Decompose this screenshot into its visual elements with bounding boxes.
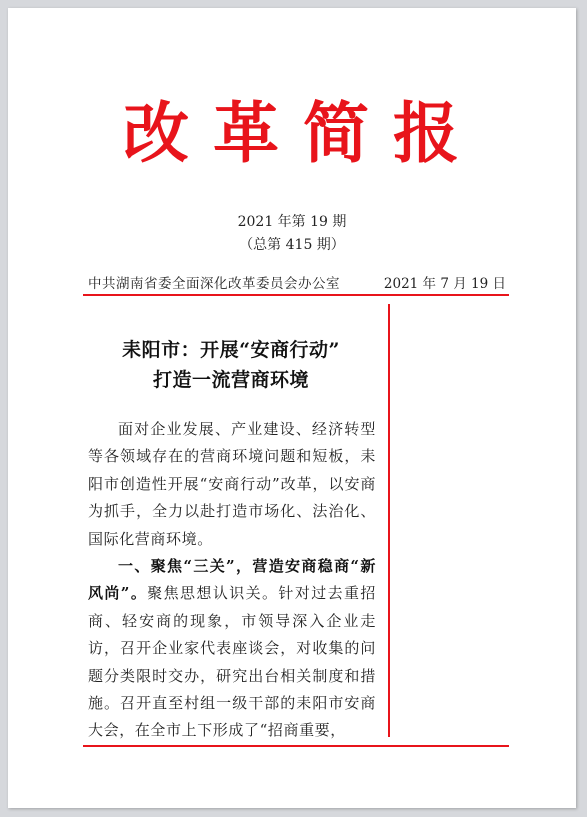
article-title-line2: 打造一流营商环境 <box>152 369 309 391</box>
footer-divider <box>83 745 509 747</box>
intro-paragraph: 面对企业发展、产业建设、经济转型等各领域存在的营商环境问题和短板，耒阳市创造性开展“安商行动”改革，以安商为抓手，全力以赴打造市场化、法治化、国际化营商环境。 <box>88 420 376 548</box>
column-divider <box>388 304 390 737</box>
issue-total: （总第 415 期） <box>239 237 345 253</box>
article-body <box>88 416 376 745</box>
issue-number: 2021 年第 19 期 <box>237 214 347 230</box>
section-paragraph <box>88 553 376 745</box>
issuing-organization: 中共湖南省委全面深化改革委员会办公室 <box>88 276 340 292</box>
header-divider <box>83 294 509 296</box>
section-heading: 一、聚焦“三关”，营造安商稳商“新风尚”。 <box>88 557 376 603</box>
article-title-line1: 耒阳市：开展“安商行动” <box>122 339 340 361</box>
masthead-title: 改革简报 <box>123 94 483 172</box>
issue-date: 2021 年 7 月 19 日 <box>383 276 506 292</box>
document-page <box>8 8 576 808</box>
section-text: 聚焦思想认识关。针对过去重招商、轻安商的现象，市领导深入企业走访，召开企业家代表座谈会，对收集的问题分类限时交办，研究出台相关制度和措施。召开直至村组一级干部的耒阳市安商大会，在全市上下形成了“招商重要， <box>88 584 377 740</box>
